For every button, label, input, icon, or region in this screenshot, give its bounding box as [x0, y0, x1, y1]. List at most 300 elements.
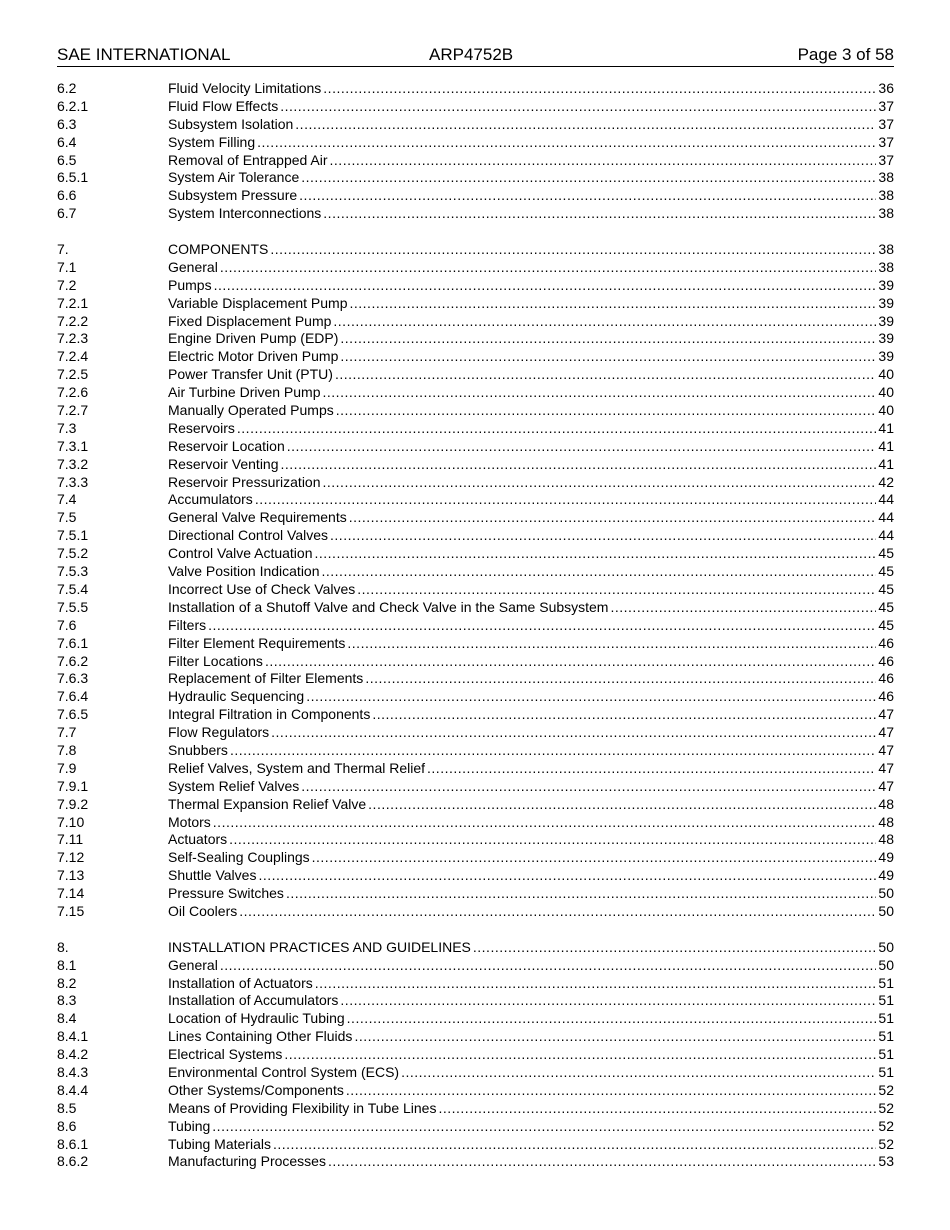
- toc-section-number: 6.5: [57, 151, 77, 168]
- toc-entry[interactable]: [57, 438, 894, 456]
- toc-section-title: Actuators: [168, 831, 228, 848]
- toc-entry-line: [168, 724, 894, 742]
- toc-entry-line: [168, 1153, 894, 1171]
- toc-section-number: 7.6: [57, 616, 77, 633]
- toc-section-title: Tubing Materials: [168, 1135, 271, 1152]
- toc-dot-leader: [350, 295, 877, 313]
- toc-section-title: Fluid Velocity Limitations: [168, 80, 322, 96]
- toc-page-number: 50: [878, 902, 894, 919]
- toc-section-title: Lines Containing Other Fluids: [168, 1028, 353, 1045]
- toc-section-title: Subsystem Isolation: [168, 115, 294, 132]
- toc-section-title: Subsystem Pressure: [168, 187, 298, 204]
- toc-section-title: System Filling: [168, 133, 256, 150]
- toc-entry[interactable]: [57, 939, 894, 957]
- toc-entry-line: [168, 814, 894, 832]
- toc-entry-line: [168, 670, 894, 688]
- toc-entry-line: [168, 1064, 894, 1082]
- toc-entry[interactable]: [57, 509, 894, 527]
- toc-section-title: COMPONENTS: [168, 241, 269, 258]
- toc-section-number: 8.4.4: [57, 1081, 89, 1098]
- toc-page-number: 39: [878, 312, 894, 329]
- toc-entry[interactable]: [57, 277, 894, 295]
- toc-section-number: 6.4: [57, 133, 77, 150]
- toc-entry[interactable]: [57, 1082, 894, 1100]
- toc-dot-leader: [281, 456, 877, 474]
- toc-entry[interactable]: [57, 80, 894, 98]
- toc-dot-leader: [213, 814, 877, 832]
- toc-dot-leader: [257, 134, 876, 152]
- toc-entry-line: [168, 599, 894, 617]
- toc-section-number: 7.2.7: [57, 402, 89, 419]
- toc-entry-line: [168, 849, 894, 867]
- toc-entry-line: [168, 992, 894, 1010]
- toc-dot-leader: [237, 420, 877, 438]
- toc-page-number: 44: [878, 509, 894, 526]
- toc-section-title: Variable Displacement Pump: [168, 294, 348, 311]
- toc-entry-line: [168, 778, 894, 796]
- toc-entry-line: [168, 295, 894, 313]
- toc-dot-leader: [322, 563, 877, 581]
- toc-section-number: 7.: [57, 241, 69, 258]
- toc-section-number: 7.2.3: [57, 330, 89, 347]
- toc-entry-line: [168, 1010, 894, 1028]
- toc-page-number: 38: [878, 241, 894, 258]
- toc-section-number: 7.6.3: [57, 670, 89, 687]
- toc-entry[interactable]: [57, 814, 894, 832]
- toc-dot-leader: [372, 706, 876, 724]
- toc-section-title: General: [168, 956, 218, 973]
- toc-page-number: 51: [878, 992, 894, 1009]
- toc-entry-line: [168, 975, 894, 993]
- toc-entry[interactable]: [57, 992, 894, 1010]
- toc-section-title: Location of Hydraulic Tubing: [168, 1010, 345, 1027]
- toc-entry[interactable]: [57, 295, 894, 313]
- toc-section-title: Integral Filtration in Components: [168, 706, 371, 723]
- document-number: ARP4752B: [429, 45, 514, 64]
- toc-entry-line: [168, 277, 894, 295]
- toc-entry[interactable]: [57, 1028, 894, 1046]
- toc-entry[interactable]: [57, 617, 894, 635]
- toc-page-number: 50: [878, 938, 894, 955]
- toc-page-number: 41: [878, 437, 894, 454]
- toc-page-number: 50: [878, 885, 894, 902]
- toc-page-number: 46: [878, 688, 894, 705]
- toc-dot-leader: [287, 438, 877, 456]
- toc-section-number: 8.4: [57, 1010, 77, 1027]
- toc-section-title: General Valve Requirements: [168, 509, 347, 526]
- toc-dot-leader: [265, 653, 876, 671]
- toc-dot-leader: [610, 599, 876, 617]
- toc-page-number: 41: [878, 455, 894, 472]
- toc-section-number: 7.8: [57, 741, 77, 758]
- toc-page-number: 50: [878, 956, 894, 973]
- toc-page-number: 45: [878, 598, 894, 615]
- page-header: [57, 44, 894, 67]
- toc-entry[interactable]: [57, 706, 894, 724]
- toc-dot-leader: [239, 903, 876, 921]
- toc-dot-leader: [306, 688, 876, 706]
- toc-section-number: 7.6.2: [57, 652, 89, 669]
- toc-entry[interactable]: [57, 1046, 894, 1064]
- toc-section-title: Installation of Accumulators: [168, 992, 339, 1009]
- toc-dot-leader: [340, 992, 876, 1010]
- toc-section-title: System Interconnections: [168, 205, 322, 222]
- toc-section-title: Other Systems/Components: [168, 1081, 344, 1098]
- toc-page-number: 46: [878, 652, 894, 669]
- toc-entry[interactable]: [57, 867, 894, 885]
- toc-dot-leader: [286, 885, 876, 903]
- toc-section-number: 7.6.1: [57, 634, 89, 651]
- toc-entry[interactable]: [57, 491, 894, 509]
- toc-entry[interactable]: [57, 796, 894, 814]
- toc-entry-line: [168, 903, 894, 921]
- toc-entry[interactable]: [57, 456, 894, 474]
- toc-dot-leader: [284, 1046, 876, 1064]
- toc-dot-leader: [333, 313, 876, 331]
- toc-entry-line: [168, 474, 894, 492]
- toc-page-number: 47: [878, 759, 894, 776]
- toc-dot-leader: [315, 975, 877, 993]
- toc-section-title: Replacement of Filter Elements: [168, 670, 364, 687]
- toc-section-number: 7.5.2: [57, 545, 89, 562]
- toc-page-number: 39: [878, 276, 894, 293]
- toc-entry[interactable]: [57, 259, 894, 277]
- toc-entry-line: [168, 1028, 894, 1046]
- toc-section-number: 7.9: [57, 759, 77, 776]
- toc-section-number: 8.4.2: [57, 1046, 89, 1063]
- toc-entry[interactable]: [57, 581, 894, 599]
- toc-section-title: Shuttle Valves: [168, 867, 257, 884]
- toc-entry-line: [168, 241, 894, 259]
- toc-section-number: 6.7: [57, 205, 77, 222]
- toc-page-number: 38: [878, 187, 894, 204]
- toc-entry-line: [168, 80, 894, 98]
- toc-entry-line: [168, 152, 894, 170]
- toc-section-number: 7.5.4: [57, 580, 89, 597]
- toc-page-number: 41: [878, 419, 894, 436]
- toc-entry-line: [168, 187, 894, 205]
- toc-section-number: 7.13: [57, 867, 85, 884]
- toc-page-number: 45: [878, 580, 894, 597]
- toc-section-title: Installation of Actuators: [168, 974, 313, 991]
- toc-dot-leader: [323, 384, 877, 402]
- toc-dot-leader: [427, 760, 876, 778]
- toc-entry-line: [168, 491, 894, 509]
- toc-entry[interactable]: [57, 1064, 894, 1082]
- toc-dot-leader: [301, 778, 876, 796]
- toc-dot-leader: [271, 724, 876, 742]
- toc-dot-leader: [335, 366, 876, 384]
- toc-entry-line: [168, 116, 894, 134]
- toc-section-title: Filter Element Requirements: [168, 634, 346, 651]
- toc-entry-line: [168, 957, 894, 975]
- toc-section-title: Motors: [168, 813, 211, 830]
- toc-entry[interactable]: [57, 1118, 894, 1136]
- toc-section-number: 7.4: [57, 491, 77, 508]
- toc-section-number: 7.3.3: [57, 473, 89, 490]
- toc-section-title: Filter Locations: [168, 652, 263, 669]
- toc-section-title: Installation of a Shutoff Valve and Check Valve in the Same Subsystem: [168, 598, 609, 615]
- toc-section-title: Environmental Control System (ECS): [168, 1063, 400, 1080]
- toc-page-number: 44: [878, 491, 894, 508]
- toc-section-number: 7.5: [57, 509, 77, 526]
- toc-entry-line: [168, 330, 894, 348]
- toc-page-number: 51: [878, 1063, 894, 1080]
- toc-dot-leader: [330, 527, 876, 545]
- toc-dot-leader: [255, 491, 877, 509]
- toc-page-number: 51: [878, 1046, 894, 1063]
- toc-page-number: 37: [878, 97, 894, 114]
- toc-section-number: 7.2.4: [57, 348, 89, 365]
- toc-section-title: Pressure Switches: [168, 885, 284, 902]
- toc-entry-line: [168, 831, 894, 849]
- toc-section-title: Manually Operated Pumps: [168, 402, 334, 419]
- toc-section-title: Incorrect Use of Check Valves: [168, 580, 356, 597]
- toc-page-number: 37: [878, 151, 894, 168]
- toc-dot-leader: [270, 241, 876, 259]
- toc-entry[interactable]: [57, 366, 894, 384]
- toc-section-title: Directional Control Valves: [168, 527, 329, 544]
- toc-entry-line: [168, 760, 894, 778]
- toc-entry[interactable]: [57, 903, 894, 921]
- toc-page-number: 46: [878, 634, 894, 651]
- toc-entry[interactable]: [57, 885, 894, 903]
- toc-entry-line: [168, 169, 894, 187]
- toc-section-number: 7.3: [57, 419, 77, 436]
- toc-page-number: 47: [878, 724, 894, 741]
- toc-page-number: 38: [878, 205, 894, 222]
- toc-section-number: 8.6.1: [57, 1135, 89, 1152]
- toc-page-number: 39: [878, 330, 894, 347]
- toc-page-number: 51: [878, 1028, 894, 1045]
- toc-entry-line: [168, 939, 894, 957]
- toc-entry-line: [168, 420, 894, 438]
- toc-dot-leader: [330, 152, 877, 170]
- toc-section-number: 7.2.5: [57, 366, 89, 383]
- toc-entry[interactable]: [57, 831, 894, 849]
- toc-section-number: 7.5.5: [57, 598, 89, 615]
- toc-page-number: 45: [878, 616, 894, 633]
- toc-section-title: Reservoir Venting: [168, 455, 279, 472]
- toc-dot-leader: [340, 348, 876, 366]
- toc-section-number: 7.9.2: [57, 795, 89, 812]
- toc-section-number: 8.1: [57, 956, 77, 973]
- toc-entry[interactable]: [57, 778, 894, 796]
- toc-section-number: 8.4.1: [57, 1028, 89, 1045]
- toc-page-number: 39: [878, 294, 894, 311]
- toc-section-title: Means of Providing Flexibility in Tube Lines: [168, 1099, 437, 1116]
- toc-entry-line: [168, 1100, 894, 1118]
- toc-entry[interactable]: [57, 1136, 894, 1154]
- toc-page-number: 37: [878, 115, 894, 132]
- toc-entry-line: [168, 366, 894, 384]
- toc-entry-line: [168, 545, 894, 563]
- toc-section-title: Valve Position Indication: [168, 563, 320, 580]
- toc-entry[interactable]: [57, 849, 894, 867]
- toc-section-number: 8.6.2: [57, 1153, 89, 1170]
- toc-page-number: 47: [878, 777, 894, 794]
- toc-dot-leader: [365, 670, 876, 688]
- toc-entry[interactable]: [57, 420, 894, 438]
- toc-entry[interactable]: [57, 187, 894, 205]
- toc-entry-line: [168, 509, 894, 527]
- toc-entry-line: [168, 1136, 894, 1154]
- toc-section-title: Reservoir Pressurization: [168, 473, 321, 490]
- page-number: Page 3 of 58: [797, 45, 894, 64]
- toc-page-number: 36: [878, 80, 894, 96]
- toc-page-number: 40: [878, 366, 894, 383]
- toc-page-number: 52: [878, 1117, 894, 1134]
- toc-dot-leader: [354, 1028, 876, 1046]
- toc-entry-line: [168, 688, 894, 706]
- toc-entry[interactable]: [57, 402, 894, 420]
- toc-section-number: 6.2: [57, 80, 77, 96]
- toc-entry-line: [168, 527, 894, 545]
- toc-section-title: General: [168, 258, 218, 275]
- toc-dot-leader: [347, 635, 876, 653]
- toc-page-number: 42: [878, 473, 894, 490]
- toc-dot-leader: [346, 1082, 877, 1100]
- toc-entry-line: [168, 617, 894, 635]
- toc-entry[interactable]: [57, 1100, 894, 1118]
- toc-entry-line: [168, 384, 894, 402]
- toc-entry[interactable]: [57, 975, 894, 993]
- toc-dot-leader: [323, 80, 876, 98]
- toc-section-title: Reservoir Location: [168, 437, 285, 454]
- toc-page-number: 48: [878, 795, 894, 812]
- toc-entry[interactable]: [57, 527, 894, 545]
- toc-section-title: Removal of Entrapped Air: [168, 151, 328, 168]
- toc-page-number: 39: [878, 348, 894, 365]
- toc-section-number: 7.2.6: [57, 384, 89, 401]
- toc-section-number: 8.4.3: [57, 1063, 89, 1080]
- toc-section-title: Manufacturing Processes: [168, 1153, 326, 1170]
- toc-section-number: 7.6.4: [57, 688, 89, 705]
- toc-page-number: 53: [878, 1153, 894, 1170]
- toc-entry-line: [168, 98, 894, 116]
- toc-page-number: 47: [878, 741, 894, 758]
- toc-page-number: 44: [878, 527, 894, 544]
- toc-entry[interactable]: [57, 742, 894, 760]
- toc-section-title: System Air Tolerance: [168, 169, 300, 186]
- toc-entry[interactable]: [57, 957, 894, 975]
- toc-page-number: 38: [878, 169, 894, 186]
- toc-entry[interactable]: [57, 169, 894, 187]
- toc-entry[interactable]: [57, 1153, 894, 1171]
- toc-entry[interactable]: [57, 152, 894, 170]
- toc-section-number: 7.14: [57, 885, 85, 902]
- toc-section-title: Tubing: [168, 1117, 211, 1134]
- toc-page-number: 48: [878, 831, 894, 848]
- toc-entry[interactable]: [57, 635, 894, 653]
- toc-section-title: Thermal Expansion Relief Valve: [168, 795, 367, 812]
- toc-dot-leader: [295, 116, 876, 134]
- toc-section-number: 8.5: [57, 1099, 77, 1116]
- toc-page-number: 47: [878, 706, 894, 723]
- toc-section-title: System Relief Valves: [168, 777, 300, 794]
- toc-entry-line: [168, 1046, 894, 1064]
- toc-dot-leader: [336, 402, 877, 420]
- toc-section-number: 7.5.1: [57, 527, 89, 544]
- toc-entry-line: [168, 867, 894, 885]
- toc-dot-leader: [212, 1118, 876, 1136]
- toc-page-number: 46: [878, 670, 894, 687]
- toc-entry-line: [168, 581, 894, 599]
- toc-page-number: 52: [878, 1135, 894, 1152]
- toc-section-number: 8.2: [57, 974, 77, 991]
- toc-dot-leader: [401, 1064, 876, 1082]
- toc-section-number: 7.3.2: [57, 455, 89, 472]
- toc-section-title: Relief Valves, System and Thermal Relief: [168, 759, 426, 776]
- toc-dot-leader: [301, 169, 876, 187]
- toc-entry[interactable]: [57, 563, 894, 581]
- toc-entry[interactable]: [57, 724, 894, 742]
- toc-section-number: 7.6.5: [57, 706, 89, 723]
- toc-entry-line: [168, 259, 894, 277]
- toc-section-number: 7.9.1: [57, 777, 89, 794]
- toc-entry[interactable]: [57, 241, 894, 259]
- toc-entry[interactable]: [57, 599, 894, 617]
- toc-entry[interactable]: [57, 653, 894, 671]
- toc-section-number: 7.2.1: [57, 294, 89, 311]
- toc-entry[interactable]: [57, 348, 894, 366]
- toc-dot-leader: [208, 617, 876, 635]
- toc-dot-leader: [368, 796, 876, 814]
- toc-entry[interactable]: [57, 545, 894, 563]
- section-spacer: [57, 223, 894, 241]
- toc-entry[interactable]: [57, 670, 894, 688]
- toc-entry[interactable]: [57, 116, 894, 134]
- toc-dot-leader: [438, 1100, 876, 1118]
- toc-dot-leader: [328, 1153, 876, 1171]
- toc-page-number: 40: [878, 384, 894, 401]
- toc-dot-leader: [220, 259, 877, 277]
- toc-entry-line: [168, 313, 894, 331]
- toc-page-number: 52: [878, 1081, 894, 1098]
- toc-section-number: 8.6: [57, 1117, 77, 1134]
- toc-entry[interactable]: [57, 384, 894, 402]
- toc-section-number: 7.7: [57, 724, 77, 741]
- toc-section-title: Reservoirs: [168, 419, 235, 436]
- toc-dot-leader: [340, 330, 876, 348]
- toc-entry[interactable]: [57, 98, 894, 116]
- toc-section-number: 7.5.3: [57, 563, 89, 580]
- toc-entry[interactable]: [57, 134, 894, 152]
- toc-section-number: 6.3: [57, 115, 77, 132]
- toc-entry[interactable]: [57, 760, 894, 778]
- toc-section-number: 7.1: [57, 258, 77, 275]
- toc-section-title: Engine Driven Pump (EDP): [168, 330, 339, 347]
- toc-section-title: Control Valve Actuation: [168, 545, 313, 562]
- toc-entry-line: [168, 742, 894, 760]
- toc-dot-leader: [214, 277, 877, 295]
- toc-entry-line: [168, 563, 894, 581]
- toc-entry[interactable]: [57, 688, 894, 706]
- toc-page-number: 40: [878, 402, 894, 419]
- toc-entry-line: [168, 402, 894, 420]
- toc-dot-leader: [312, 849, 877, 867]
- toc-entry[interactable]: [57, 474, 894, 492]
- toc-page-number: 51: [878, 974, 894, 991]
- toc-section-title: Flow Regulators: [168, 724, 270, 741]
- toc-entry[interactable]: [57, 330, 894, 348]
- toc-dot-leader: [357, 581, 876, 599]
- toc-entry[interactable]: [57, 205, 894, 223]
- toc-page-number: 51: [878, 1010, 894, 1027]
- toc-entry[interactable]: [57, 1010, 894, 1028]
- toc-entry[interactable]: [57, 313, 894, 331]
- toc-dot-leader: [230, 742, 876, 760]
